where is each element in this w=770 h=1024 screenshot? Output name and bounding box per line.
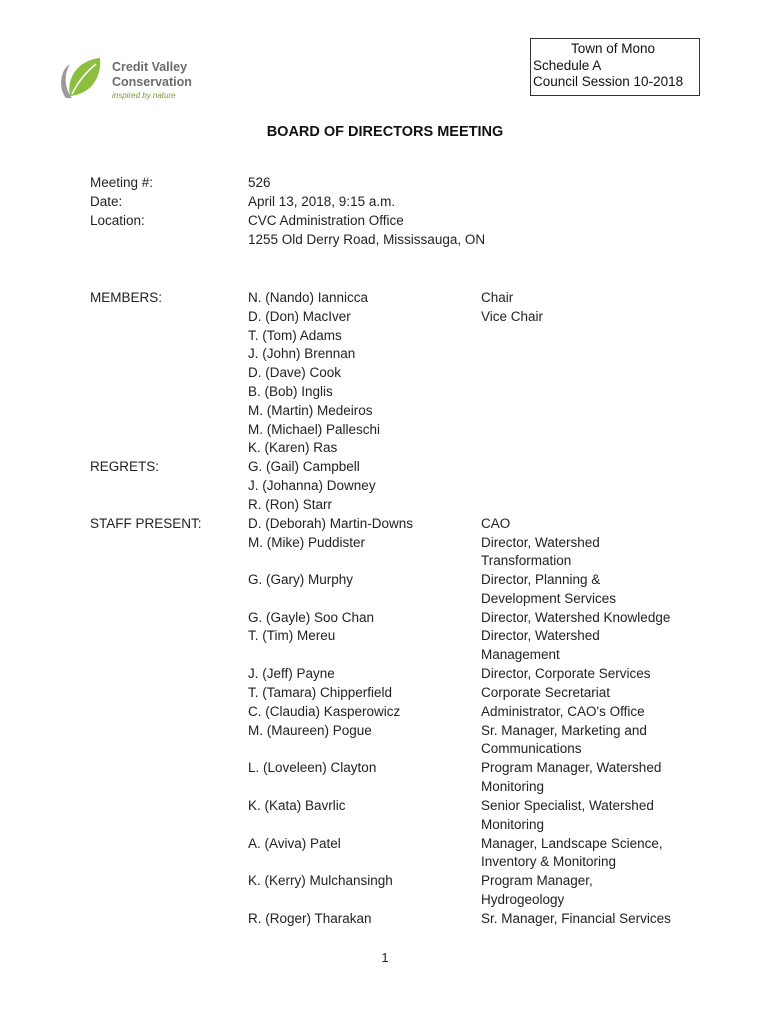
staff-name: D. (Deborah) Martin-Downs xyxy=(248,516,414,531)
staff-role: Senior Specialist, Watershed xyxy=(481,798,654,813)
member-role: Vice Chair xyxy=(481,309,544,324)
staff-name: A. (Aviva) Patel xyxy=(248,836,341,851)
staff-role-continued: Hydrogeology xyxy=(481,892,565,907)
staff-heading: STAFF PRESENT: xyxy=(90,516,202,531)
member-name: D. (Don) MacIver xyxy=(248,309,351,324)
staff-role-continued: Communications xyxy=(481,741,582,756)
regret-name: G. (Gail) Campbell xyxy=(248,459,360,474)
staff-name: J. (Jeff) Payne xyxy=(248,666,335,681)
logo-tagline: inspired by nature xyxy=(112,91,176,100)
staff-role: CAO xyxy=(481,516,511,531)
meeting-location-line-1: CVC Administration Office xyxy=(248,213,404,228)
members-heading: MEMBERS: xyxy=(90,290,163,305)
staff-role: Sr. Manager, Marketing and xyxy=(481,723,647,738)
meeting-number-label: Meeting #: xyxy=(90,175,154,190)
staff-role: Corporate Secretariat xyxy=(481,685,611,700)
meeting-number-value: 526 xyxy=(248,175,271,190)
staff-role: Administrator, CAO's Office xyxy=(481,704,645,719)
staff-role: Director, Watershed Knowledge xyxy=(481,610,671,625)
staff-name: T. (Tamara) Chipperfield xyxy=(248,685,393,700)
staff-role: Program Manager, Watershed xyxy=(481,760,662,775)
logo-line-1: Credit Valley xyxy=(112,60,188,74)
staff-name: G. (Gary) Murphy xyxy=(248,572,354,587)
staff-name: L. (Loveleen) Clayton xyxy=(248,760,377,775)
staff-name: M. (Maureen) Pogue xyxy=(248,723,372,738)
member-name: J. (John) Brennan xyxy=(248,346,356,361)
staff-role: Manager, Landscape Science, xyxy=(481,836,663,851)
staff-role-continued: Development Services xyxy=(481,591,617,606)
regret-name: J. (Johanna) Downey xyxy=(248,478,376,493)
staff-role-continued: Management xyxy=(481,647,560,662)
meeting-location-line-2: 1255 Old Derry Road, Mississauga, ON xyxy=(248,232,486,247)
staff-role-continued: Inventory & Monitoring xyxy=(481,854,617,869)
member-role: Chair xyxy=(481,290,514,305)
member-name: M. (Michael) Palleschi xyxy=(248,422,381,437)
regret-name: R. (Ron) Starr xyxy=(248,497,333,512)
meeting-date-value: April 13, 2018, 9:15 a.m. xyxy=(248,194,396,209)
cvc-logo xyxy=(56,54,206,104)
document-title: BOARD OF DIRECTORS MEETING xyxy=(266,124,504,140)
staff-role-continued: Monitoring xyxy=(481,779,545,794)
member-name: T. (Tom) Adams xyxy=(248,328,342,343)
staff-role: Director, Watershed xyxy=(481,628,600,643)
member-name: N. (Nando) Iannicca xyxy=(248,290,369,305)
logo-line-2: Conservation xyxy=(112,75,192,89)
stamp-line-3: Council Session 10-2018 xyxy=(533,74,684,89)
stamp-line-1: Town of Mono xyxy=(571,41,656,56)
staff-name: R. (Roger) Tharakan xyxy=(248,911,372,926)
staff-role-continued: Monitoring xyxy=(481,817,545,832)
staff-role: Program Manager, xyxy=(481,873,593,888)
stamp-line-2: Schedule A xyxy=(533,57,602,73)
staff-name: G. (Gayle) Soo Chan xyxy=(248,610,375,625)
meeting-location-label: Location: xyxy=(90,213,145,228)
member-name: B. (Bob) Inglis xyxy=(248,384,333,399)
staff-name: K. (Kata) Bavrlic xyxy=(248,798,346,813)
staff-role: Director, Corporate Services xyxy=(481,666,651,681)
member-name: M. (Martin) Medeiros xyxy=(248,403,373,418)
staff-role-continued: Transformation xyxy=(481,553,572,568)
meeting-date-label: Date: xyxy=(90,194,123,209)
schedule-stamp xyxy=(530,38,700,96)
staff-name: C. (Claudia) Kasperowicz xyxy=(248,704,401,719)
staff-name: T. (Tim) Mereu xyxy=(248,628,336,643)
staff-name: M. (Mike) Puddister xyxy=(248,535,366,550)
member-name: K. (Karen) Ras xyxy=(248,440,338,455)
leaf-logo-icon xyxy=(56,54,110,104)
staff-role: Sr. Manager, Financial Services xyxy=(481,911,671,926)
regrets-heading: REGRETS: xyxy=(90,459,160,474)
staff-name: K. (Kerry) Mulchansingh xyxy=(248,873,393,888)
member-name: D. (Dave) Cook xyxy=(248,365,342,380)
staff-role: Director, Planning & xyxy=(481,572,601,587)
staff-role: Director, Watershed xyxy=(481,535,600,550)
page-number: 1 xyxy=(381,950,389,965)
